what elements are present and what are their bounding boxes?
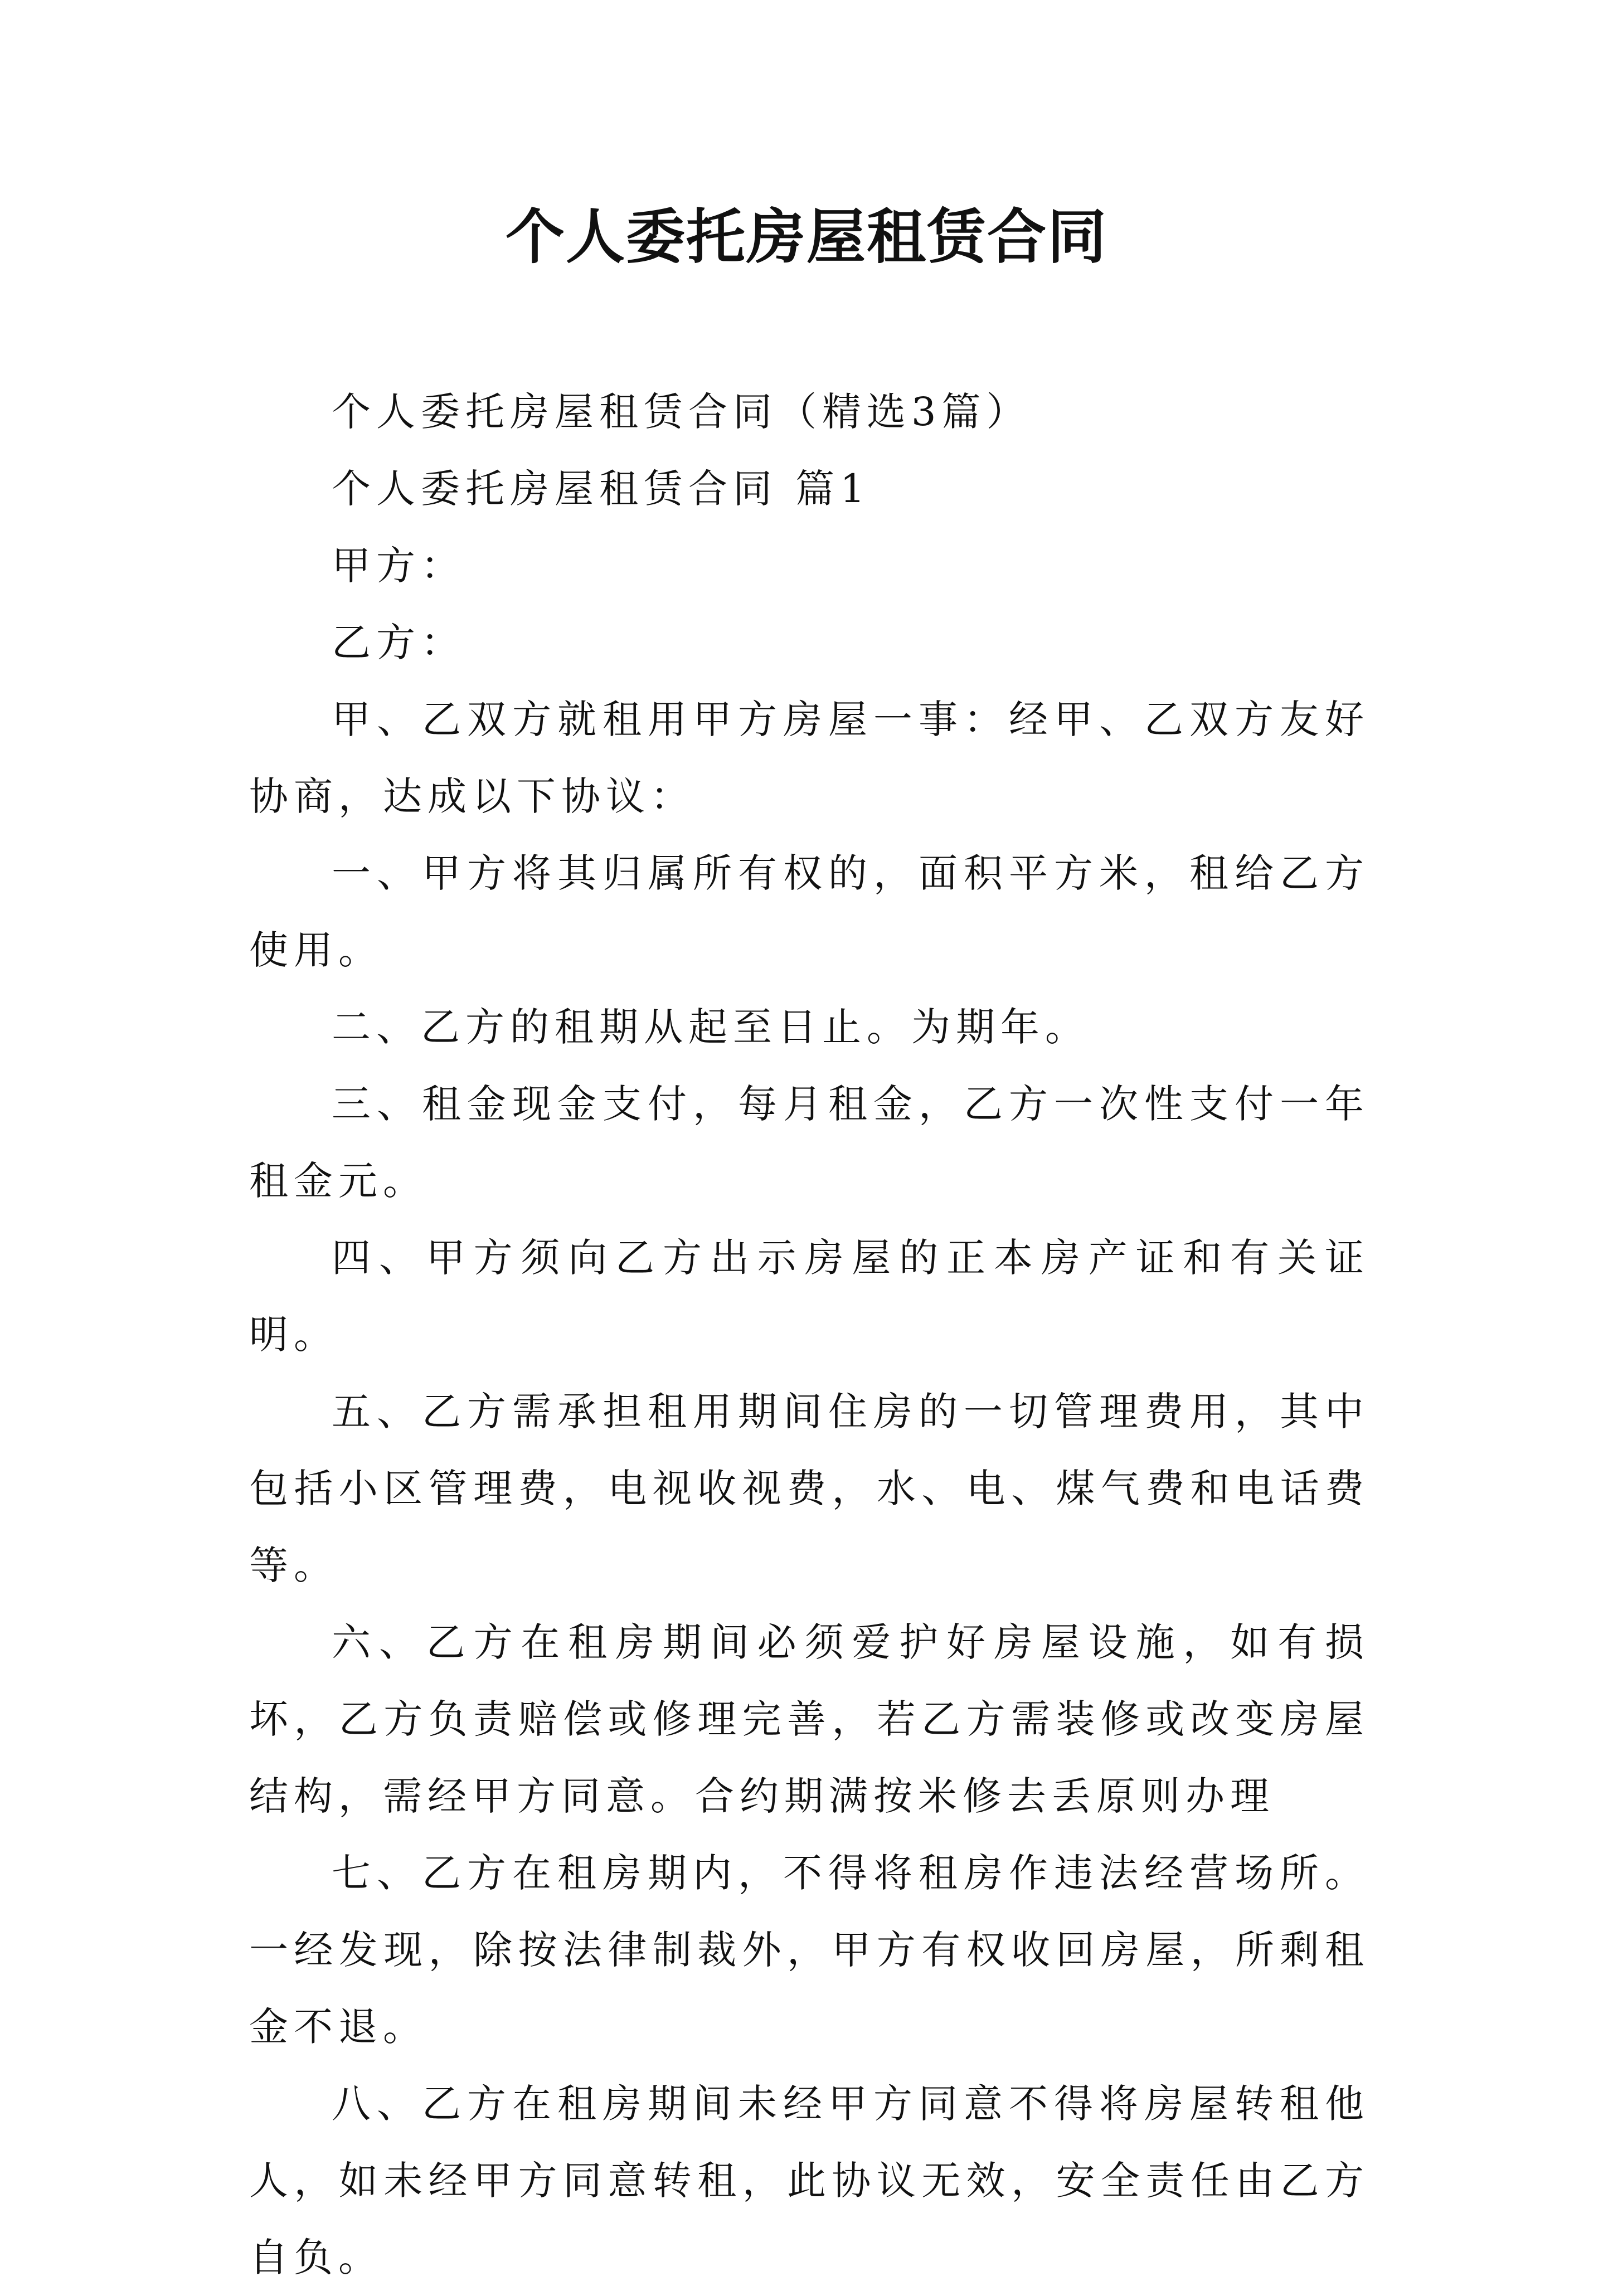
agreement-intro-paragraph: 甲、乙双方就租用甲方房屋一事：经甲、乙双方友好协商，达成以下协议： — [249, 697, 1369, 819]
clause-3: 三、租金现金支付，每月租金，乙方一次性支付一年租金元。 — [249, 1081, 1369, 1204]
party-a-line: 甲方： — [332, 543, 465, 588]
subtitle-paragraph: 个人委托房屋租赁合同（精选3篇） — [332, 389, 1031, 435]
party-b-line: 乙方： — [332, 620, 465, 665]
clause-2: 二、乙方的租期从起至日止。为期年。 — [332, 1004, 1090, 1050]
section-heading: 个人委托房屋租赁合同 篇1 — [332, 466, 871, 512]
document-title: 个人委托房屋租赁合同 — [506, 202, 1107, 271]
clause-6: 六、乙方在租房期间必须爱护好房屋设施，如有损坏，乙方负责赔偿或修理完善，若乙方需装修或改变房屋结构，需经甲方同意。合约期满按米修去丢原则办理 — [249, 1619, 1369, 1819]
clause-4: 四、甲方须向乙方出示房屋的正本房产证和有关证明。 — [249, 1235, 1369, 1358]
clause-1: 一、甲方将其归属所有权的，面积平方米，租给乙方使用。 — [249, 850, 1369, 973]
clause-8: 八、乙方在租房期间未经甲方同意不得将房屋转租他人，如未经甲方同意转租，此协议无效，安全责任由乙方自负。 — [249, 2081, 1369, 2280]
document-body — [249, 373, 1369, 2296]
clause-7: 七、乙方在租房期内，不得将租房作违法经营场所。一经发现，除按法律制裁外，甲方有权收回房屋，所剩租金不退。 — [249, 1850, 1369, 2050]
clause-5: 五、乙方需承担租用期间住房的一切管理费用，其中包括小区管理费，电视收视费，水、电、煤气费和电话费等。 — [249, 1389, 1369, 1588]
